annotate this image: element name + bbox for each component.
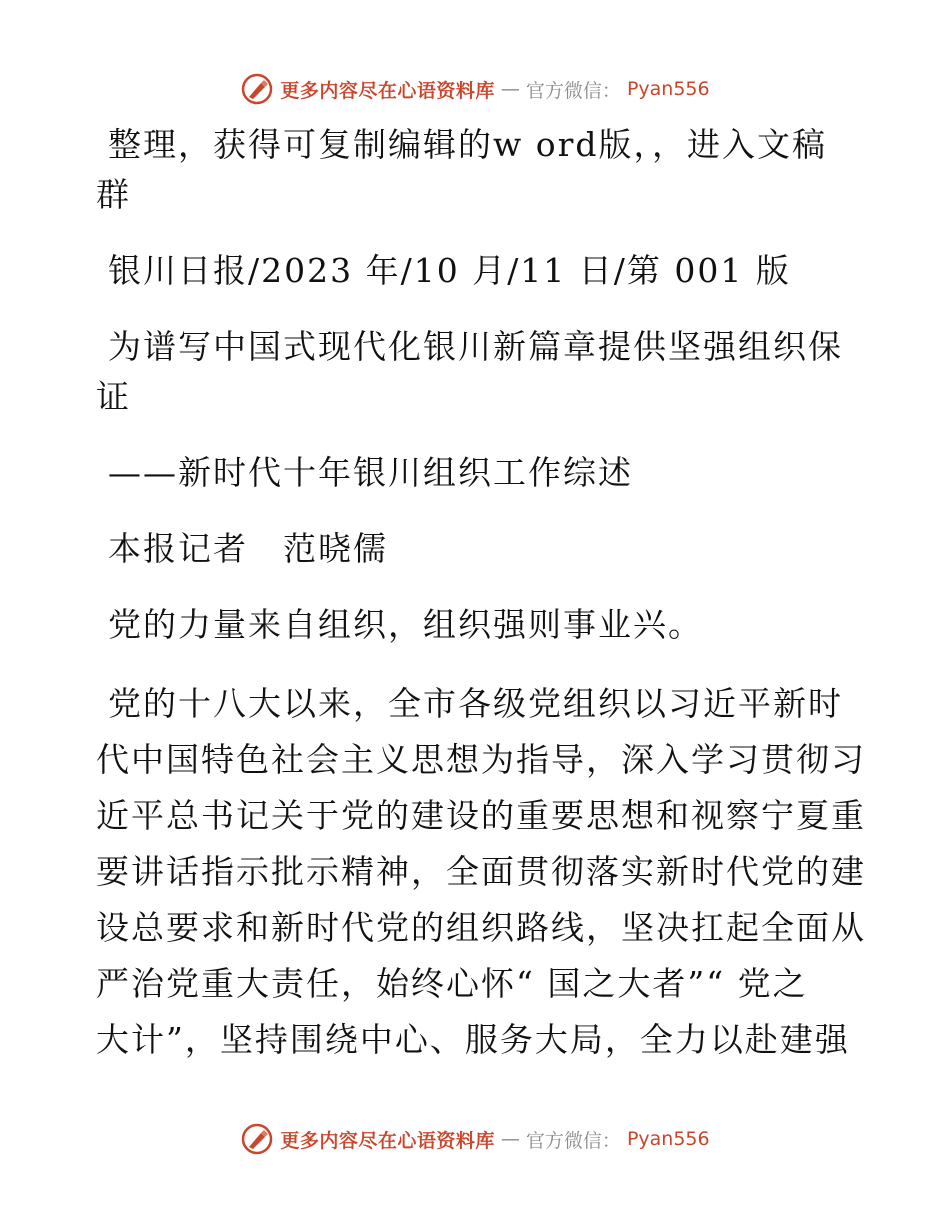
intro-line: 整理，获得可复制编辑的w ord版，，进入文稿: [108, 125, 828, 164]
watermark-sub-text: 官方微信：: [525, 79, 621, 102]
body-line: 党的十八大以来，全市各级党组织以习近平新时: [108, 684, 843, 723]
source-line: 银川日报/2023 年/10 月/11 日/第 001 版: [108, 251, 791, 290]
watermark-separator: —: [500, 78, 520, 100]
byline-paragraph: [96, 524, 856, 574]
body-line: 近平总书记关于党的建设的重要思想和视察宁夏重: [96, 796, 866, 835]
pen-logo-icon: [240, 1122, 274, 1156]
watermark-main-text: 更多内容尽在心语资料库: [280, 79, 495, 102]
watermark-sub-text: 官方微信：: [525, 1129, 621, 1152]
intro-paragraph: [96, 120, 856, 220]
source-paragraph: [96, 246, 856, 296]
body-paragraph: [96, 676, 866, 1068]
watermark-wechat-id: Pyan556: [626, 1128, 710, 1150]
watermark-wechat-id: Pyan556: [626, 78, 710, 100]
body-line: 大计”，坚持围绕中心、服务大局，全力以赴建强: [96, 1020, 850, 1059]
body-line: 要讲话指示批示精神，全面贯彻落实新时代党的建: [96, 852, 866, 891]
body-line: 代中国特色社会主义思想为指导，深入学习贯彻习: [96, 740, 866, 779]
body-line: 设总要求和新时代党的组织路线，坚决扛起全面从: [96, 908, 866, 947]
footer-watermark: [0, 1122, 950, 1156]
body-line: 严治党重大责任，始终心怀“ 国之大者”“ 党之: [96, 964, 808, 1003]
lead-line: 党的力量来自组织，组织强则事业兴。: [108, 605, 703, 644]
header-watermark: [0, 72, 950, 106]
pen-logo-icon: [240, 72, 274, 106]
headline-line: 证: [96, 377, 131, 416]
document-body: [96, 120, 866, 1068]
headline-line: 为谱写中国式现代化银川新篇章提供坚强组织保: [108, 327, 843, 366]
byline: 本报记者 范晓儒: [108, 529, 388, 568]
intro-line: 群: [96, 175, 131, 214]
watermark-separator: —: [500, 1128, 520, 1150]
headline: [96, 322, 856, 422]
watermark-main-text: 更多内容尽在心语资料库: [280, 1129, 495, 1152]
subtitle-paragraph: [96, 448, 856, 498]
lead-paragraph: [96, 600, 856, 650]
subtitle: ——新时代十年银川组织工作综述: [108, 453, 633, 492]
